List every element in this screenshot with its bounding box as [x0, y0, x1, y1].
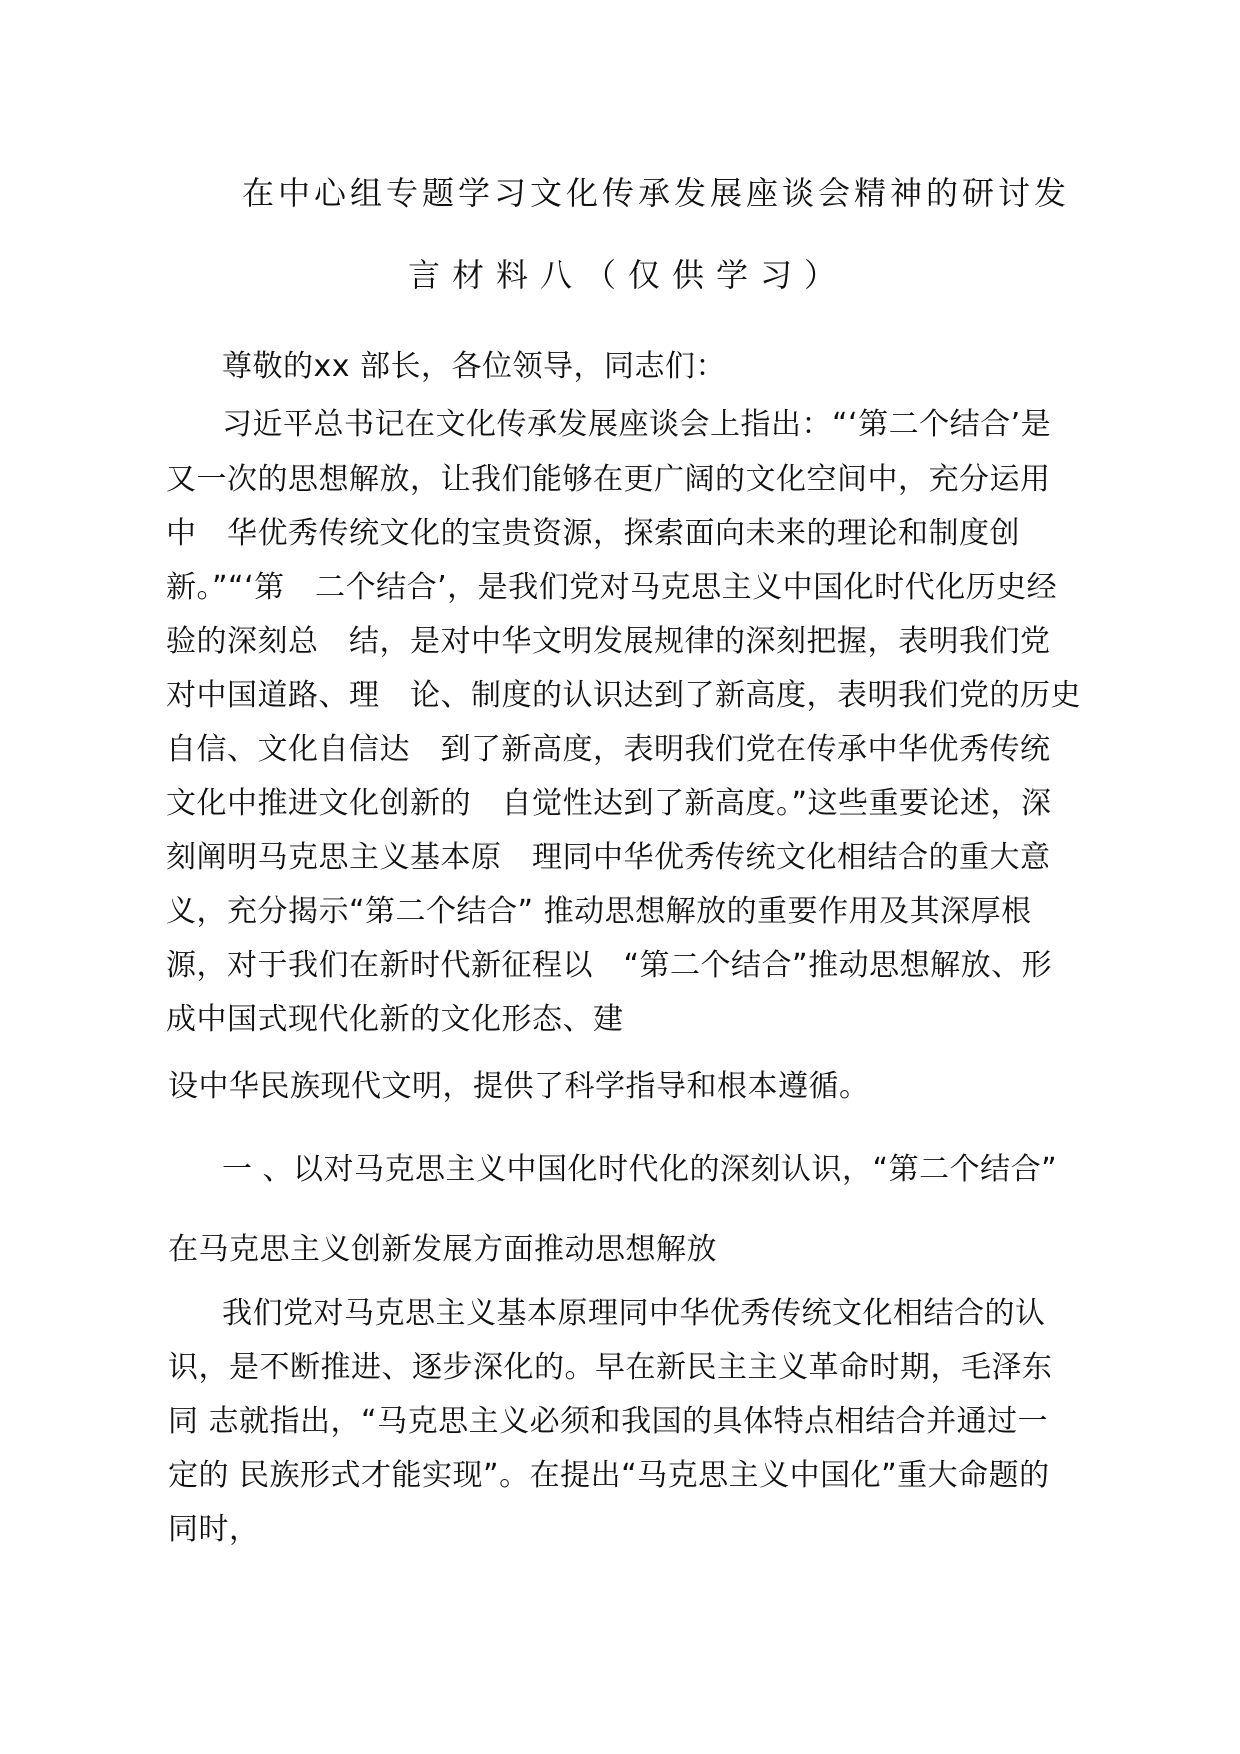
paragraph-line: 同 志就指出，“马克思主义必须和我国的具体特点相结合并通过一 [168, 1404, 1049, 1439]
paragraph-line: 识，是不断推进、逐步深化的。早在新民主主义革命时期，毛泽东 [168, 1350, 1053, 1385]
paragraph-line: 成中国式现代化新的文化形态、建 [166, 1002, 624, 1037]
paragraph-line: 新。”“‘第 二个结合’，是我们党对马克思主义中国化时代化历史经 [166, 570, 1058, 605]
salutation: 尊敬的xx 部长，各位领导，同志们： [222, 349, 727, 384]
paragraph-line: 中 华优秀传统文化的宝贵资源，探索面向未来的理论和制度创 [166, 516, 1020, 551]
paragraph-line: 习近平总书记在文化传承发展座谈会上指出：“‘第二个结合’是 [222, 407, 1052, 442]
paragraph-line: 设中华民族现代文明，提供了科学指导和根本遵循。 [168, 1069, 870, 1104]
document-title-line-1: 在中心组专题学习文化传承发展座谈会精神的研讨发 [242, 174, 1071, 212]
paragraph-line: 义，充分揭示“第二个结合” 推动思想解放的重要作用及其深厚根 [166, 894, 1032, 929]
paragraph-line: 验的深刻总 结，是对中华文明发展规律的深刻把握，表明我们党 [166, 624, 1051, 659]
paragraph-line: 我们党对马克思主义基本原理同中华优秀传统文化相结合的认 [222, 1296, 1046, 1331]
paragraph-line: 文化中推进文化创新的 自觉性达到了新高度。”这些重要论述，深 [166, 786, 1052, 821]
paragraph-line: 同时， [168, 1512, 260, 1547]
paragraph-line: 刻阐明马克思主义基本原 理同中华优秀传统文化相结合的重大意 [166, 840, 1051, 875]
paragraph-line: 源，对于我们在新时代新征程以 “第二个结合”推动思想解放、形 [166, 948, 1053, 983]
section-heading-line: 一 、以对马克思主义中国化时代化的深刻认识，“第二个结合” [222, 1152, 1058, 1187]
paragraph-line: 定的 民族形式才能实现”。在提出“马克思主义中国化”重大命题的 [168, 1458, 1050, 1493]
paragraph-line: 对中国道路、理 论、制度的认识达到了新高度，表明我们党的历史 [166, 678, 1081, 713]
paragraph-line: 自信、文化自信达 到了新高度，表明我们党在传承中华优秀传统 [166, 732, 1051, 767]
section-heading-line: 在马克思主义创新发展方面推动思想解放 [168, 1232, 717, 1267]
document-title-line-2: 言材料八（仅供学习） [408, 256, 849, 294]
paragraph-line: 又一次的思想解放，让我们能够在更广阔的文化空间中，充分运用 [166, 462, 1051, 497]
